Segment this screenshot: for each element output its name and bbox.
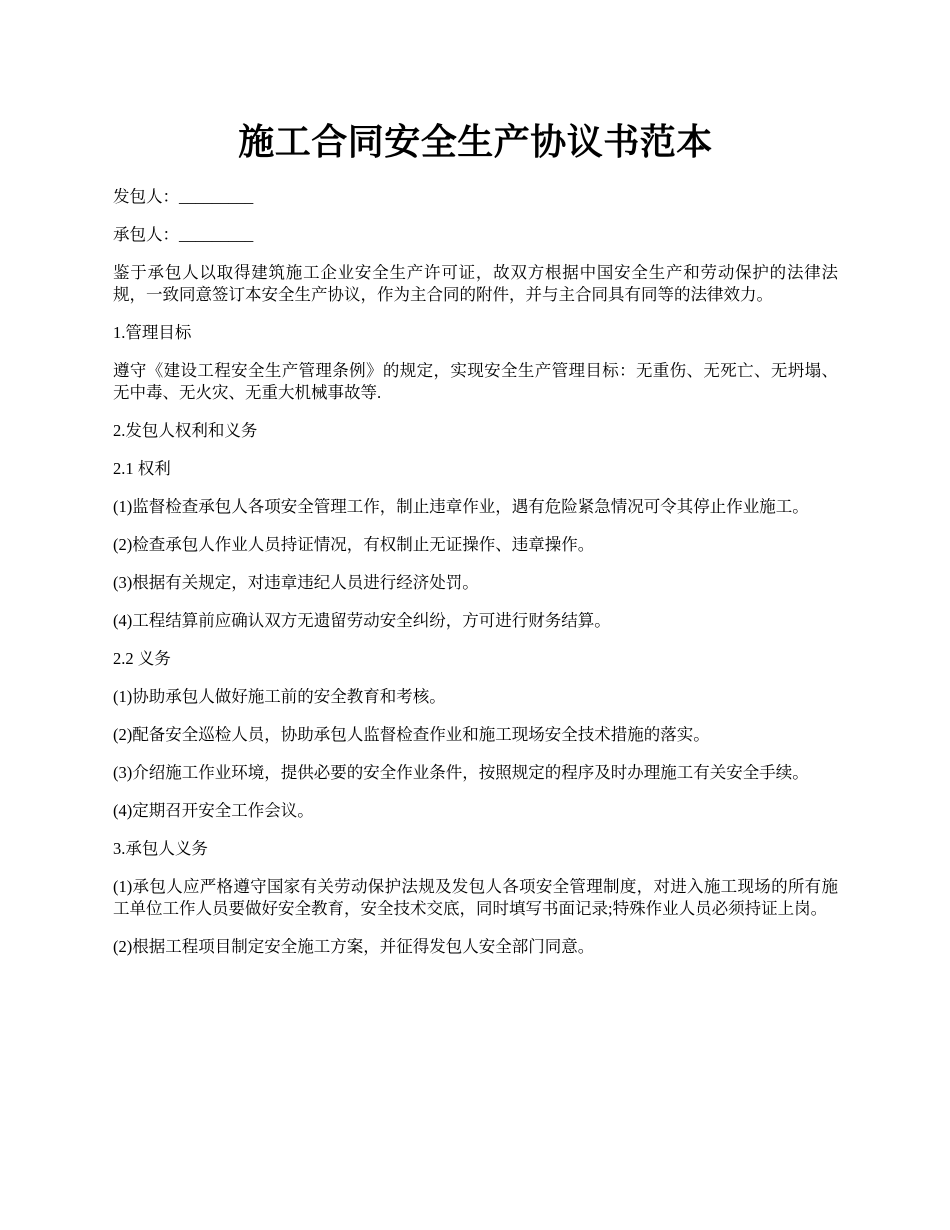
list-item: (1)协助承包人做好施工前的安全教育和考核。 [113, 687, 446, 706]
subsection-heading: 2.1 权利 [113, 459, 171, 478]
subsection-heading: 2.2 义务 [113, 649, 171, 668]
section-heading: 3.承包人义务 [113, 839, 208, 858]
management-goal-paragraph: 遵守《建设工程安全生产管理条例》的规定，实现安全生产管理目标：无重伤、无死亡、无坍塌、无中毒、无火灾、无重大机械事故等. [113, 361, 838, 402]
list-item: (3)根据有关规定，对违章违纪人员进行经济处罚。 [113, 573, 479, 592]
list-item: (4)定期召开安全工作会议。 [113, 801, 314, 820]
contractor-line: 承包人：_________ [113, 225, 254, 244]
section-heading: 2.发包人权利和义务 [113, 421, 258, 440]
document-title: 施工合同安全生产协议书范本 [238, 122, 713, 162]
list-item: (2)检查承包人作业人员持证情况，有权制止无证操作、违章操作。 [113, 535, 595, 554]
employer-line: 发包人：_________ [113, 187, 254, 206]
section-heading: 1.管理目标 [113, 323, 192, 342]
list-item: (1)承包人应严格遵守国家有关劳动保护法规及发包人各项安全管理制度，对进入施工现场的所有施工单位工作人员要做好安全教育，安全技术交底，同时填写书面记录;特殊作业人员必须持证上岗。 [113, 877, 838, 918]
list-item: (2)配备安全巡检人员，协助承包人监督检查作业和施工现场安全技术措施的落实。 [113, 725, 710, 744]
list-item: (3)介绍施工作业环境，提供必要的安全作业条件，按照规定的程序及时办理施工有关安全手续。 [113, 763, 809, 782]
preamble-paragraph: 鉴于承包人以取得建筑施工企业安全生产许可证，故双方根据中国安全生产和劳动保护的法律法规，一致同意签订本安全生产协议，作为主合同的附件，并与主合同具有同等的法律效力。 [113, 263, 838, 304]
document-body [113, 186, 838, 958]
list-item: (2)根据工程项目制定安全施工方案，并征得发包人安全部门同意。 [113, 937, 595, 956]
list-item: (4)工程结算前应确认双方无遗留劳动安全纠纷，方可进行财务结算。 [113, 611, 611, 630]
list-item: (1)监督检查承包人各项安全管理工作，制止违章作业，遇有危险紧急情况可令其停止作业施工。 [113, 497, 809, 516]
